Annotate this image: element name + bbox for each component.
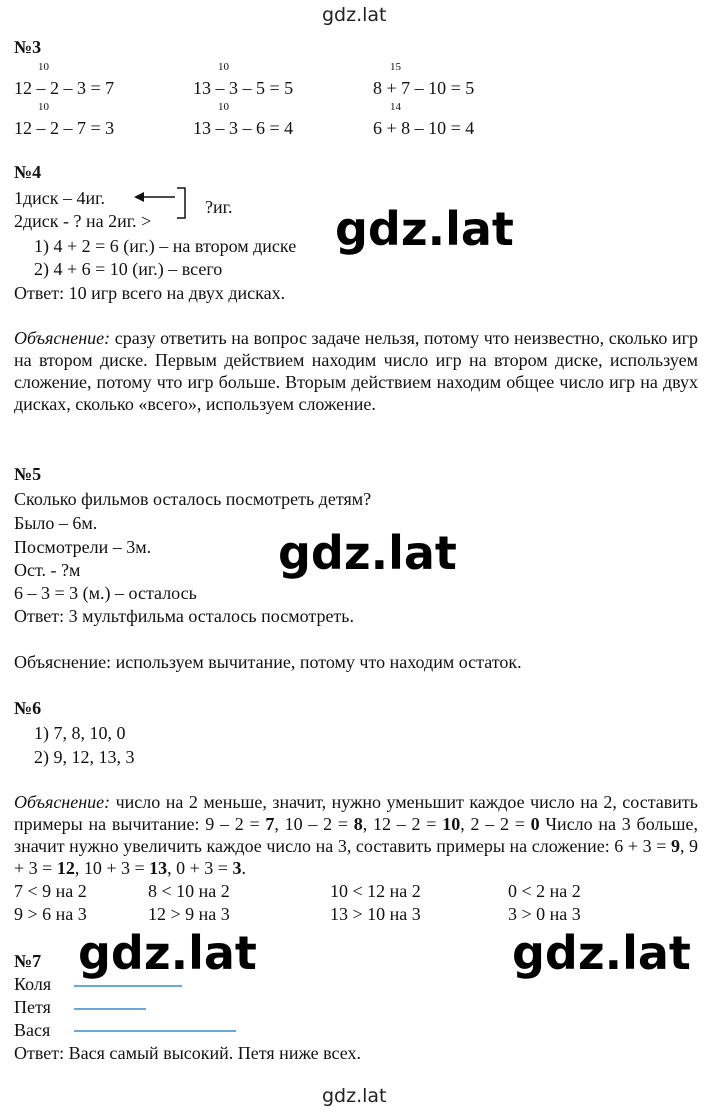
task7-heading: №7 bbox=[14, 951, 42, 971]
site-footer: gdz.lat bbox=[322, 1085, 387, 1107]
superscript: 10 bbox=[38, 61, 49, 73]
explain-text-2: Число на 3 больше, значит нужно увеличить каждое число на 3, составить примеры на сложение: bbox=[14, 814, 698, 856]
compare-item: 12 > 9 на 3 bbox=[148, 904, 230, 924]
watermark: gdz.lat bbox=[335, 202, 514, 256]
task6-line2: 2) 9, 12, 13, 3 bbox=[34, 747, 135, 767]
task5-line: Ост. - ?м bbox=[14, 560, 81, 580]
compare-item: 7 < 9 на 2 bbox=[14, 881, 87, 901]
task4-line2: 2диск - ? на 2иг. > bbox=[14, 211, 152, 231]
task6-explanation bbox=[14, 791, 698, 879]
minus-example: 2 – 2 = 0 bbox=[470, 814, 540, 834]
explain-text: сразу ответить на вопрос задаче нельзя, потому что неизвестно, сколько игр на втором диске. Первым действием находим число игр на втором диске, используем сложение, потому что игр больше. Вторым действием находим общее число игр на двух дисках, сколько «всего», используем сложение. bbox=[14, 328, 698, 414]
watermark: gdz.lat bbox=[278, 526, 457, 580]
task6-line1: 1) 7, 8, 10, 0 bbox=[34, 723, 126, 743]
watermark: gdz.lat bbox=[512, 926, 691, 980]
explain-label: Объяснение: bbox=[14, 328, 111, 348]
expression: 13 – 3 – 5 = 5 bbox=[193, 78, 294, 98]
height-bar-petya bbox=[74, 1008, 146, 1010]
compare-item: 8 < 10 на 2 bbox=[148, 881, 230, 901]
task4-answer: Ответ: 10 игр всего на двух дисках. bbox=[14, 283, 286, 303]
plus-example: 10 + 3 = 13, bbox=[83, 858, 172, 878]
explain-label: Объяснение: bbox=[14, 652, 112, 672]
superscript: 14 bbox=[390, 101, 401, 113]
explain-label: Объяснение: bbox=[14, 792, 111, 812]
task5-explanation bbox=[14, 651, 522, 673]
compare-item: 10 < 12 на 2 bbox=[330, 881, 421, 901]
compare-item: 9 > 6 на 3 bbox=[14, 904, 87, 924]
explain-text-1: число на 2 меньше, значит, нужно уменьшит каждое число на 2, составить примеры на вычитание: bbox=[14, 792, 699, 834]
task4-heading: №4 bbox=[14, 162, 42, 182]
expression: 6 + 8 – 10 = 4 bbox=[373, 118, 475, 138]
task4-step1: 1) 4 + 2 = 6 (иг.) – на втором диске bbox=[34, 236, 297, 256]
name-label: Коля bbox=[14, 974, 52, 994]
superscript: 10 bbox=[218, 101, 229, 113]
task4-explanation bbox=[14, 327, 698, 417]
name-label: Вася bbox=[14, 1020, 51, 1040]
minus-example: 12 – 2 = 10, bbox=[373, 814, 465, 834]
task5-heading: №5 bbox=[14, 464, 42, 484]
height-bar-kolya bbox=[74, 985, 182, 987]
task4-line1: 1диск – 4иг. bbox=[14, 188, 106, 208]
plus-example: 0 + 3 = 3. bbox=[176, 858, 246, 878]
explain-text: используем вычитание, потому что находим остаток. bbox=[115, 652, 522, 672]
task5-line: Было – 6м. bbox=[14, 513, 98, 533]
compare-item: 3 > 0 на 3 bbox=[508, 904, 581, 924]
superscript: 10 bbox=[38, 101, 49, 113]
expression: 13 – 3 – 6 = 4 bbox=[193, 118, 294, 138]
task7-answer: Ответ: Вася самый высокий. Петя ниже всех. bbox=[14, 1043, 361, 1063]
expression: 12 – 2 – 3 = 7 bbox=[14, 78, 115, 98]
superscript: 15 bbox=[390, 61, 401, 73]
expression: 12 – 2 – 7 = 3 bbox=[14, 118, 115, 138]
task3-heading: №3 bbox=[14, 37, 42, 57]
height-bar-vasya bbox=[74, 1030, 236, 1032]
watermark: gdz.lat bbox=[78, 926, 257, 980]
task6-heading: №6 bbox=[14, 698, 42, 718]
bracket-question: ?иг. bbox=[205, 197, 233, 217]
name-label: Петя bbox=[14, 997, 51, 1017]
site-header: gdz.lat bbox=[322, 4, 387, 26]
task5-question: Сколько фильмов осталось посмотреть детям? bbox=[14, 489, 372, 509]
task4-step2: 2) 4 + 6 = 10 (иг.) – всего bbox=[34, 259, 223, 279]
minus-example: 10 – 2 = 8, bbox=[284, 814, 368, 834]
superscript: 10 bbox=[218, 61, 229, 73]
task5-line: Посмотрели – 3м. bbox=[14, 537, 152, 557]
expression: 8 + 7 – 10 = 5 bbox=[373, 78, 475, 98]
task5-solution: 6 – 3 = 3 (м.) – осталось bbox=[14, 583, 197, 603]
plus-example: 6 + 3 = 9, bbox=[614, 836, 685, 856]
compare-item: 0 < 2 на 2 bbox=[508, 881, 581, 901]
compare-item: 13 > 10 на 3 bbox=[330, 904, 421, 924]
minus-example: 9 – 2 = 7, bbox=[205, 814, 279, 834]
plus-example: 9 + 3 = 12, bbox=[14, 836, 699, 878]
task5-answer: Ответ: 3 мультфильма осталось посмотреть. bbox=[14, 606, 355, 626]
